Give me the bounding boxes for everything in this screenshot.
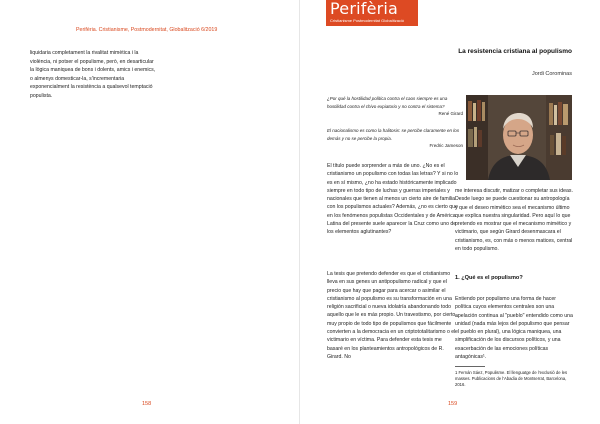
author-portrait-image <box>466 95 572 180</box>
page-number-left: 158 <box>142 401 152 407</box>
epigraph-jameson <box>327 127 463 150</box>
running-head: Perifèria. Cristianisme, Postmodernitat, Globalització 6/2019 <box>76 27 218 33</box>
article-author: Jordi Corominas <box>531 71 572 77</box>
footnote-rule <box>455 366 485 367</box>
article-title: La resistencia cristiana al populismo <box>458 48 572 55</box>
left-page-text <box>30 49 156 101</box>
body-paragraph: Entiendo por populismo una forma de hacer política cuyos elementos centrales son una apelación continua al "pueblo" entendido como una unidad (nada más lejos del populismo que pensar el pueblo en plural), una lógica maniquea, una simplificación de los discursos políticos, y una exacerbación de las emociones políticas antagónicas¹. <box>455 296 573 361</box>
masthead-title: Perifèria <box>330 0 399 18</box>
footnote: 1 Fernán Sáez, Populisme. El llenguatge de l'exclusió de les masses. Publicacions de l'Abadia de Montserrat, Barcelona, 2016. <box>455 370 568 387</box>
masthead-subtitle: Cristianisme Postmodernitat Globalització <box>330 18 405 23</box>
epigraph-source: Fredric Jameson <box>429 143 463 149</box>
epigraph-girard <box>327 95 463 118</box>
column-a-thesis <box>327 270 459 367</box>
body-paragraph: El título puede sorprender a más de uno. ¿No es el cristianismo un populismo con todas las letras? Y si no lo es en sí mismo, ¿no ha estado históricamente implicado siempre en todo tipo de luchas y guerras imperiales y nacionales que tienen al menos un cierto aire de familia con los populismos actuales? Además, ¿no es cierto que en los fenómenos populistas Occidentales y de América Latina del presente suele aparecer la Cruz como uno de los elementos aglutinantes? <box>327 163 459 236</box>
body-paragraph: La tesis que pretendo defender es que el cristianismo lleva en sus genes un antipopulismo radical y que el precio que hay que pagar para acercar o asimilar el cristianismo al populismo es su transformación en una religión sacrificial o nueva idolatría abandonando todo aquello que le es más propio. Un travestismo, por cierto, muy propio de todo tipo de populismos que fácilmente convierten a la democracia en un criptototalitarismo o el victimario en víctima. Para defender esta tesis me basaré en los planteamientos antropológicos de R. Girard. No <box>327 271 457 360</box>
journal-masthead <box>326 0 418 26</box>
page-number-right: 159 <box>448 401 458 407</box>
epigraph-quote: ¿Por qué la hostilidad política contra el caos siempre es una hostilidad contra el chivo expiatorio y no contra el sistema? <box>327 96 448 109</box>
left-page-paragraph: liquidaria completament la rivalitat mimètica i la violència, ni potser el populisme, però, en desarticular la lògica maniquea de bons i dolents, amics i enemics, o almenys domesticar-la, s'incrementaria exponencialment la resistència a qualsevol temptació populista. <box>30 50 156 99</box>
body-paragraph: me interesa discutir, matizar o completar sus ideas. Desde luego se puede cuestionar su antropología y que el deseo mimético sea el mecanismo último que explica nuestra singularidad. Pero aquí lo que pretendo es mostrar que el mecanismo mimético y victimario, que según Girard desenmascara el cristianismo, es, con más o menos matices, central en todo populismo. <box>455 188 573 253</box>
epigraph-source: René Girard <box>438 111 463 117</box>
author-photo <box>466 95 572 180</box>
column-b-continuation <box>455 187 573 259</box>
column-a-intro <box>327 162 459 243</box>
column-b-definition <box>455 295 573 367</box>
section-heading: 1. ¿Qué es el populismo? <box>455 275 523 281</box>
epigraph-quote: El nacionalismo es como la halitosis: se percibe claramente en los demás y no se percibe la propia. <box>327 128 460 141</box>
